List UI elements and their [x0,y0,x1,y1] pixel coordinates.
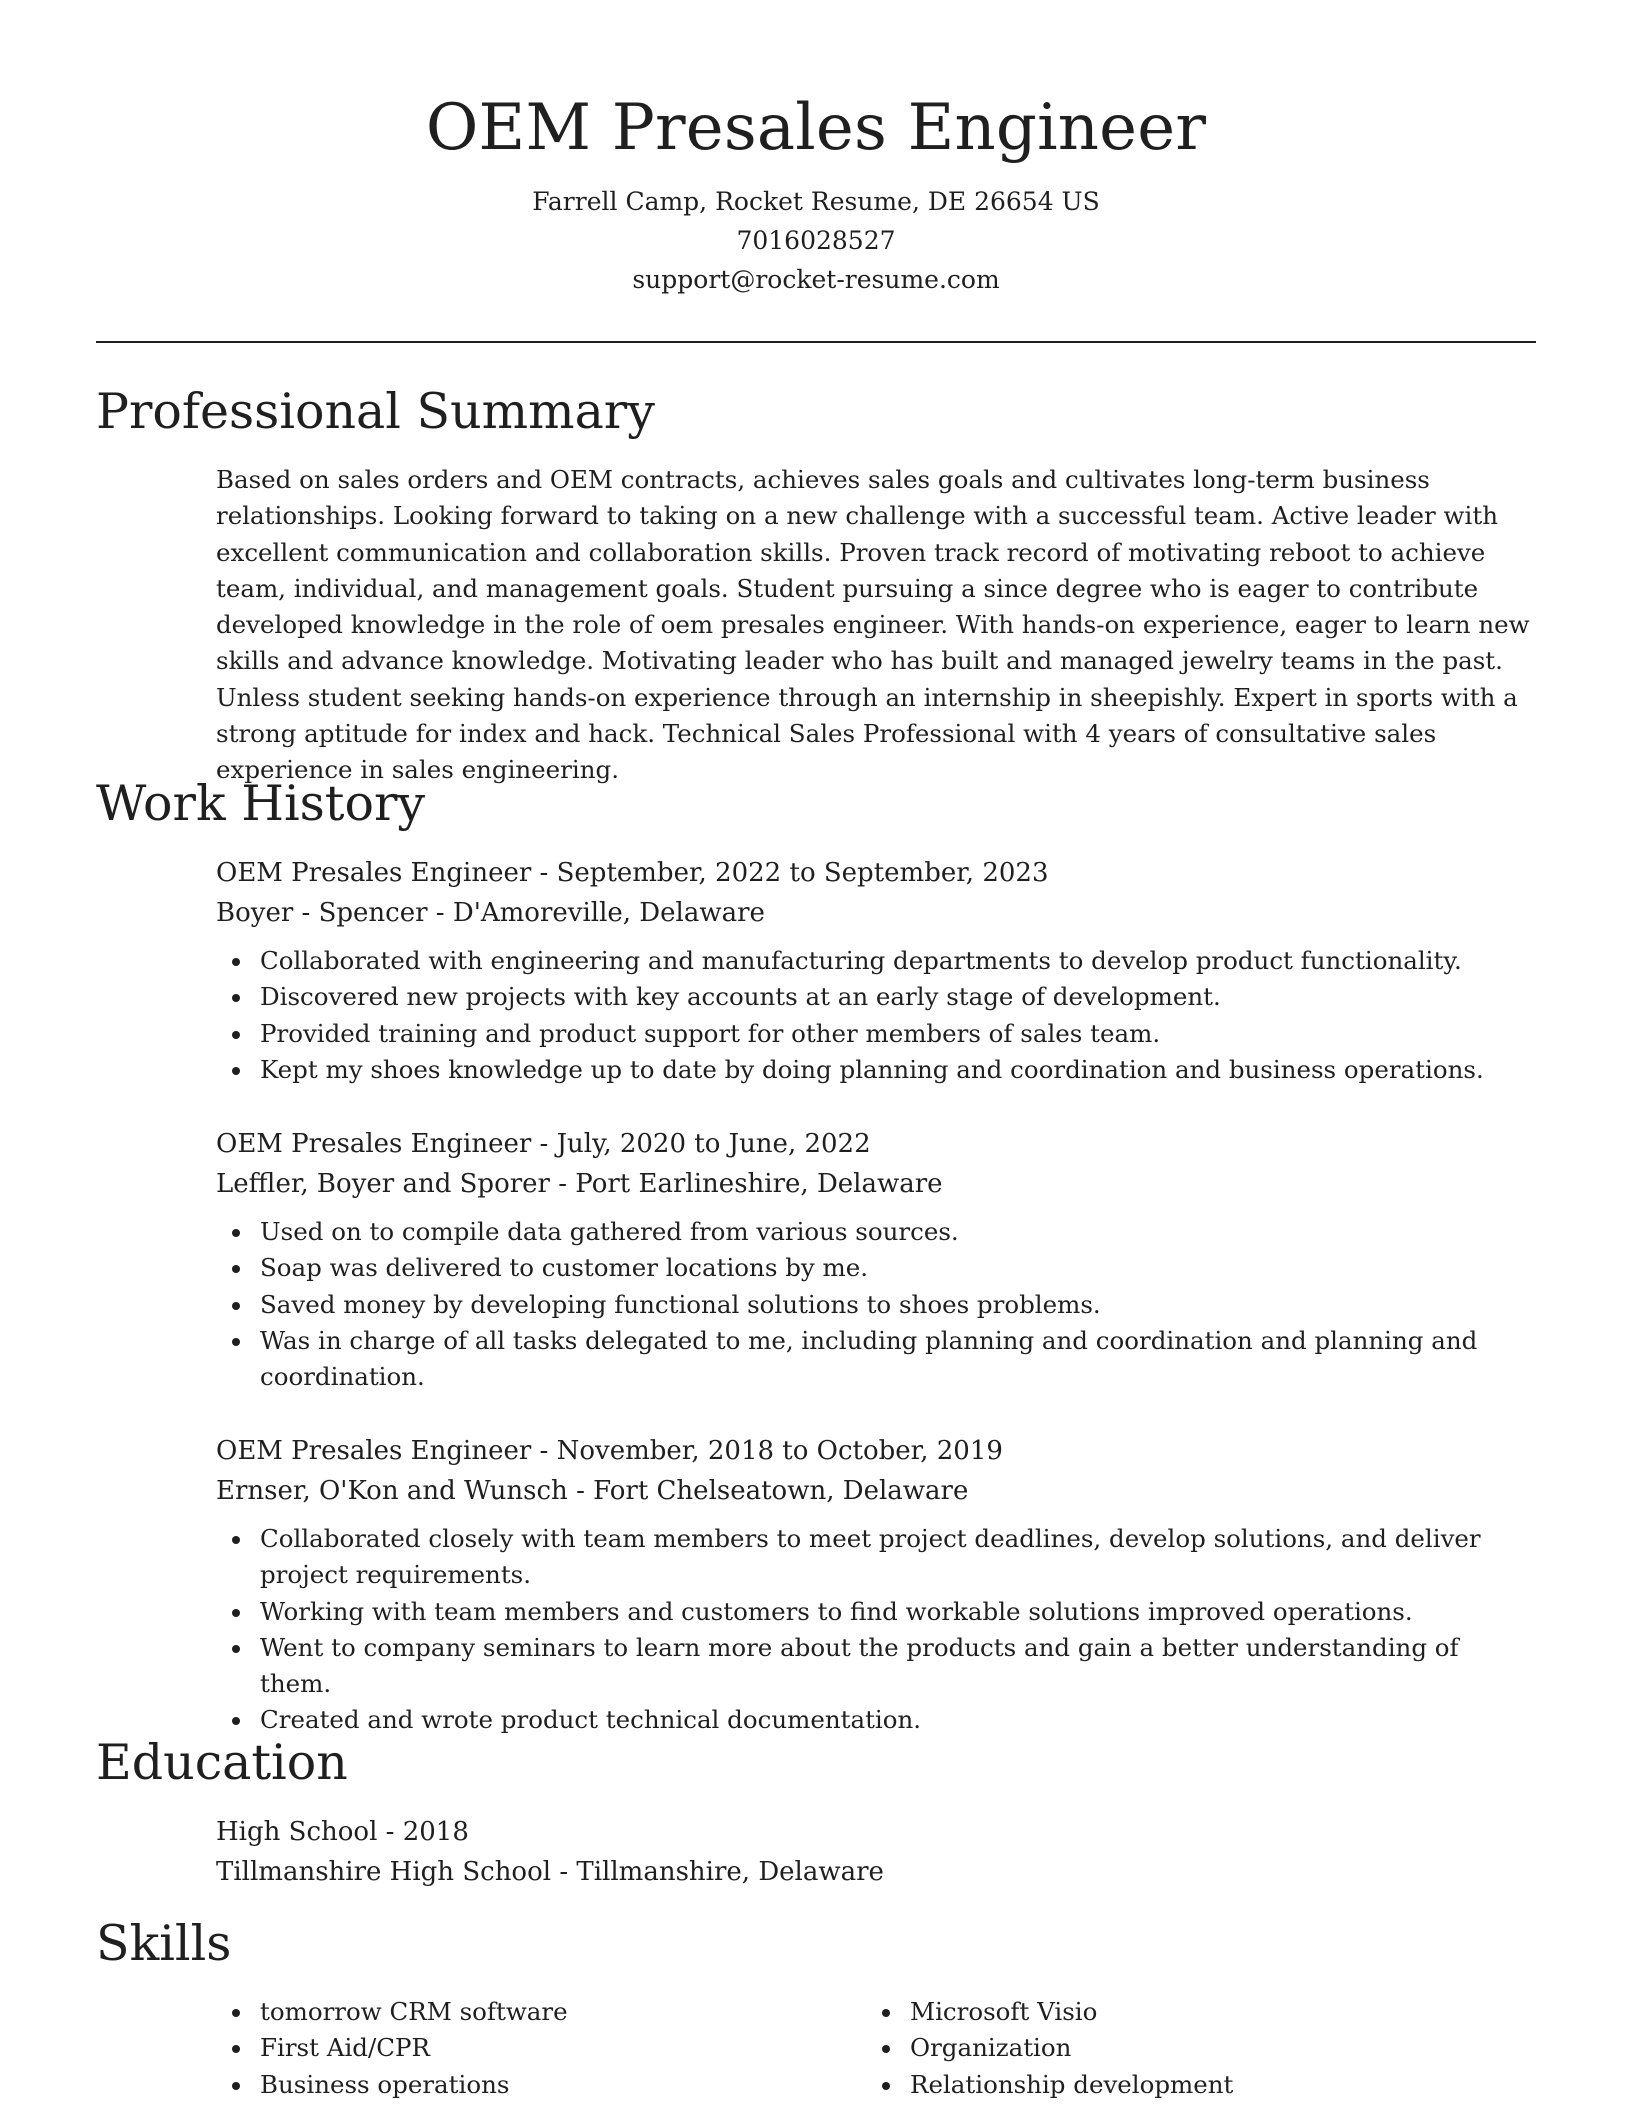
job-bullet: Went to company seminars to learn more about the products and gain a better understanding of them. [216,1630,1536,1703]
skill-item: Relationship development [866,2067,1516,2103]
job-bullets [216,943,1536,1088]
job-location: - Port Earlineshire, Delaware [549,1169,943,1199]
address: Farrell Camp, Rocket Resume, DE 26654 US [532,187,1100,216]
education-school-line [216,1852,1536,1892]
job-bullet: Used on to compile data gathered from various sources. [216,1214,1536,1250]
skill-item: Organization [866,2030,1516,2066]
job-bullet: Saved money by developing functional solutions to shoes problems. [216,1287,1536,1323]
job-role: OEM Presales Engineer [216,1436,532,1466]
education-degree: High School [216,1817,378,1847]
skills-list-left [216,1994,866,2103]
work-history-heading: Work History [96,775,426,832]
skill-item: Microsoft Visio [866,1994,1516,2030]
summary-heading: Professional Summary [96,383,655,440]
job-entry [216,853,1536,1088]
phone-number: 7016028527 [736,226,896,255]
job-entry [216,1124,1536,1395]
education-location: - Tillmanshire, Delaware [551,1857,884,1887]
job-bullet: Created and wrote product technical documentation. [216,1702,1536,1738]
header-divider [96,341,1536,343]
job-dates: - July, 2020 to June, 2022 [531,1129,871,1159]
contact-info [0,182,1632,299]
job-role: OEM Presales Engineer [216,1129,532,1159]
skills-section [216,1994,1536,2103]
job-title-line [216,1124,1536,1164]
job-company-line [216,1471,1536,1511]
job-bullets [216,1214,1536,1395]
education-heading: Education [96,1734,348,1791]
job-bullet: Kept my shoes knowledge up to date by doing planning and coordination and business operations. [216,1052,1536,1088]
job-dates: - November, 2018 to October, 2019 [531,1436,1003,1466]
email-address: support@rocket-resume.com [632,265,1000,294]
job-company: Ernser, O'Kon and Wunsch [216,1476,568,1506]
education-school: Tillmanshire High School [216,1857,552,1887]
summary-text: Based on sales orders and OEM contracts, achieves sales goals and cultivates long-term business relationships. Looking forward to taking on a new challenge with a successful team. Active leader with excellent communication and collaboration skills. Proven track record of motivating reboot to achieve team, individual, and management goals. Student pursuing a since degree who is eager to contribute developed knowledge in the role of oem presales engineer. With hands-on experience, eager to learn new skills and advance knowledge. Motivating leader who has built and managed jewelry teams in the past. Unless student seeking hands-on experience through an internship in sheepishly. Expert in sports with a strong aptitude for index and hack. Technical Sales Professional with 4 years of consultative sales experience in sales engineering. [216,465,1530,785]
job-dates: - September, 2022 to September, 2023 [531,858,1049,888]
skills-heading: Skills [96,1915,232,1972]
job-bullet: Provided training and product support for other members of sales team. [216,1016,1536,1052]
skill-item: First Aid/CPR [216,2030,866,2066]
education-entry [216,1812,1536,1892]
job-bullet: Discovered new projects with key accounts at an early stage of development. [216,979,1536,1015]
education-year: - 2018 [377,1817,469,1847]
job-company-line [216,1164,1536,1204]
job-entry [216,1431,1536,1739]
skill-item: tomorrow CRM software [216,1994,866,2030]
skill-item: Business operations [216,2067,866,2103]
job-location: - Fort Chelseatown, Delaware [567,1476,969,1506]
job-bullet: Was in charge of all tasks delegated to me, including planning and coordination and planning and coordination. [216,1323,1536,1396]
job-bullet: Collaborated closely with team members to meet project deadlines, develop solutions, and deliver project requirements. [216,1521,1536,1594]
job-company: Boyer - Spencer [216,898,428,928]
skills-list-right [866,1994,1516,2103]
education-degree-line [216,1812,1536,1852]
job-bullet: Collaborated with engineering and manufacturing departments to develop product functionality. [216,943,1536,979]
job-company: Leffler, Boyer and Sporer [216,1169,550,1199]
job-title-line [216,1431,1536,1471]
job-location: - D'Amoreville, Delaware [427,898,765,928]
job-title-line [216,853,1536,893]
summary-section [216,462,1536,789]
job-bullet: Soap was delivered to customer locations by me. [216,1250,1536,1286]
job-company-line [216,893,1536,933]
job-bullets [216,1521,1536,1739]
candidate-name: OEM Presales Engineer [425,91,1207,165]
skills-grid [216,1994,1536,2103]
resume-header [0,0,1632,299]
job-bullet: Working with team members and customers to find workable solutions improved operations. [216,1594,1536,1630]
job-role: OEM Presales Engineer [216,858,532,888]
